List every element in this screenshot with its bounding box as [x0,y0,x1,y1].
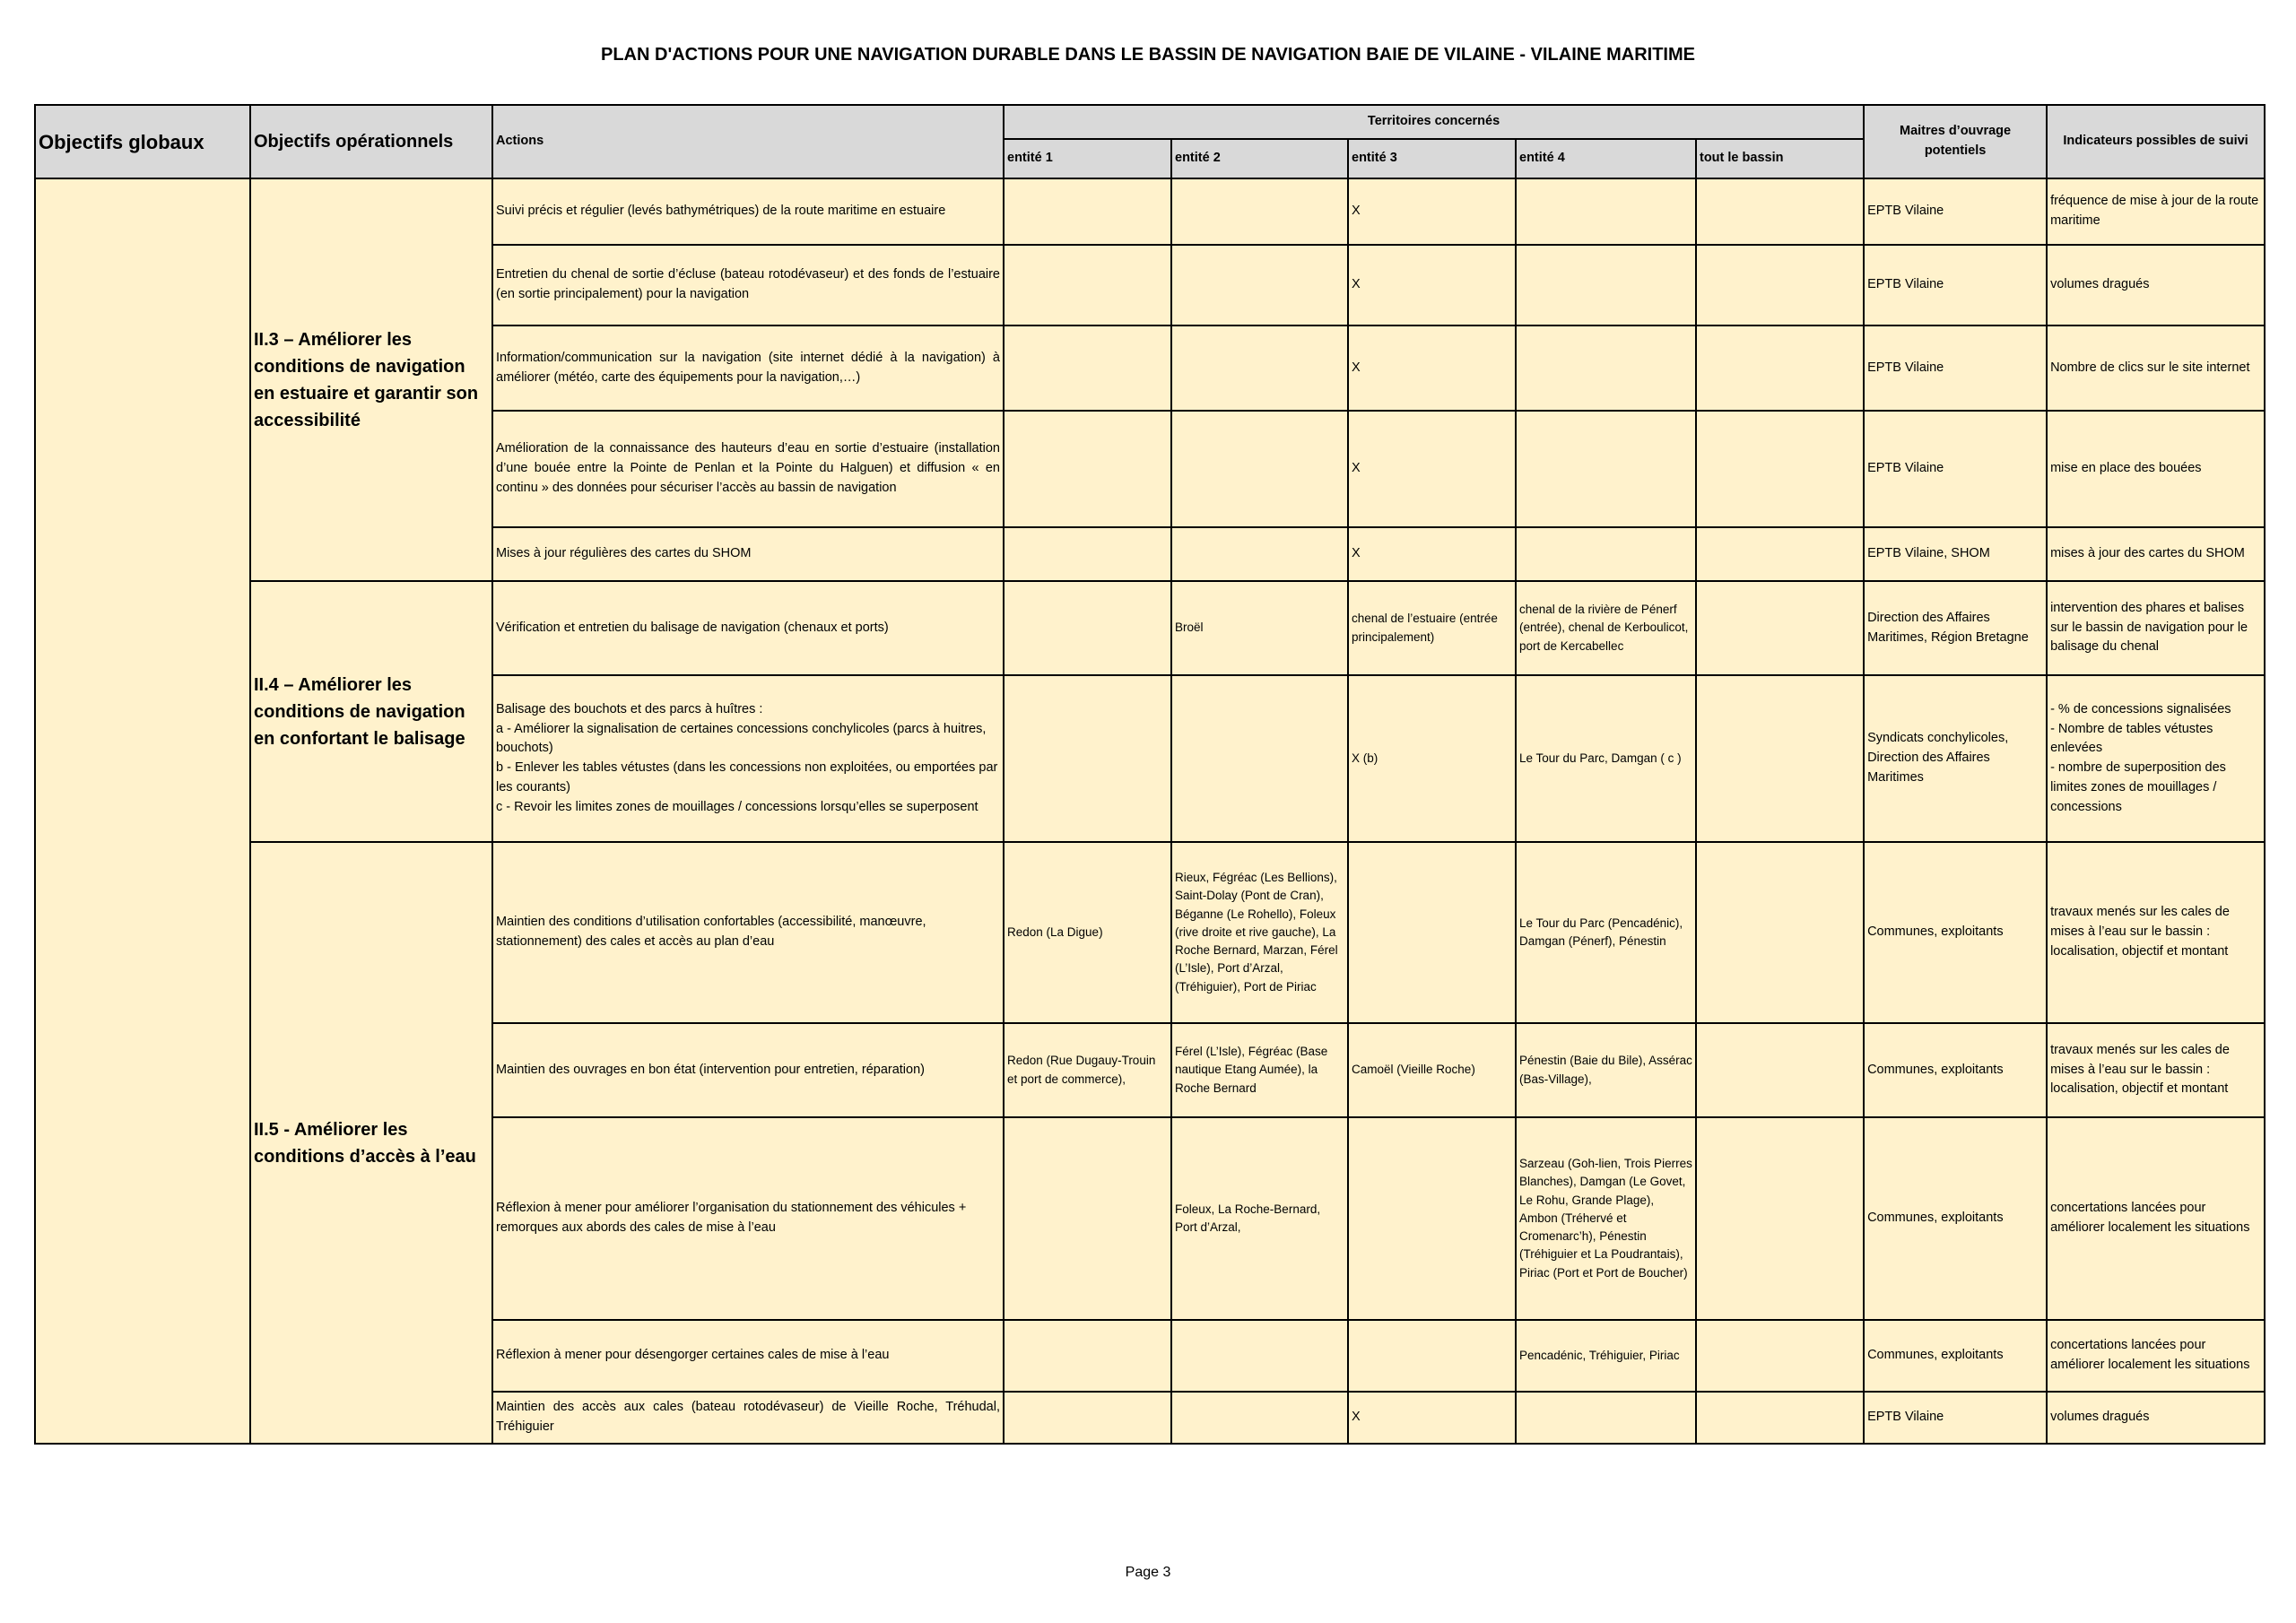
header-territoires: Territoires concernés [1004,105,1864,139]
entite4-cell: Sarzeau (Goh-lien, Trois Pierres Blanches), Damgan (Le Govet, Le Rohu, Grande Plage), Ambon (Tréhervé et Cromenarc’h), Pénestin (Tréhiguier et La Poudrantais), Piriac (Port et Port de Boucher) [1516,1117,1696,1320]
entite4-cell: Le Tour du Parc (Pencadénic), Damgan (Pénerf), Pénestin [1516,842,1696,1023]
maitre-cell: EPTB Vilaine [1864,325,2047,411]
entite4-cell [1516,411,1696,527]
entite3-cell: X [1348,178,1516,245]
document-title: PLAN D'ACTIONS POUR UNE NAVIGATION DURABLE DANS LE BASSIN DE NAVIGATION BAIE DE VILAINE - VILAINE MARITIME [601,45,1695,65]
tout-bassin-cell [1696,1117,1864,1320]
indicateur-cell: concertations lancées pour améliorer localement les situations [2047,1320,2265,1392]
action-cell: Vérification et entretien du balisage de navigation (chenaux et ports) [492,581,1004,675]
tout-bassin-cell [1696,1023,1864,1117]
maitre-cell: Direction des Affaires Maritimes, Région Bretagne [1864,581,2047,675]
action-cell: Information/communication sur la navigation (site internet dédié à la navigation) à améliorer (météo, carte des équipements pour la navigation,…) [492,325,1004,411]
header-objectifs-globaux: Objectifs globaux [35,105,250,178]
maitre-cell: Communes, exploitants [1864,1023,2047,1117]
tout-bassin-cell [1696,245,1864,325]
entite2-cell: Férel (L’Isle), Fégréac (Base nautique Etang Aumée), la Roche Bernard [1171,1023,1348,1117]
action-line: a - Améliorer la signalisation de certaines concessions conchylicoles (parcs à huitres, bouchots) [496,721,987,756]
entite2-cell: Foleux, La Roche-Bernard, Port d’Arzal, [1171,1117,1348,1320]
header-entite-3: entité 3 [1348,139,1516,178]
indicateur-cell: travaux menés sur les cales de mises à l’eau sur le bassin : localisation, objectif et montant [2047,1023,2265,1117]
action-cell: Mises à jour régulières des cartes du SHOM [492,527,1004,581]
action-cell: Maintien des accès aux cales (bateau rotodévaseur) de Vieille Roche, Tréhudal, Tréhiguier [492,1392,1004,1444]
entite3-cell [1348,1117,1516,1320]
entite4-cell [1516,527,1696,581]
entite1-cell: Redon (La Digue) [1004,842,1171,1023]
entite2-cell [1171,178,1348,245]
entite1-cell [1004,527,1171,581]
header-actions: Actions [492,105,1004,178]
entite2-cell [1171,1392,1348,1444]
indicateur-cell: travaux menés sur les cales de mises à l’eau sur le bassin : localisation, objectif et montant [2047,842,2265,1023]
maitre-cell: EPTB Vilaine [1864,411,2047,527]
tout-bassin-cell [1696,325,1864,411]
entite4-cell: chenal de la rivière de Pénerf (entrée), chenal de Kerboulicot, port de Kercabellec [1516,581,1696,675]
action-line: b - Enlever les tables vétustes (dans les concessions non exploitées, ou emportées par les courants) [496,760,998,794]
maitre-cell: Communes, exploitants [1864,1320,2047,1392]
header-entite-1: entité 1 [1004,139,1171,178]
tout-bassin-cell [1696,675,1864,842]
action-line: Balisage des bouchots et des parcs à huîtres : [496,701,763,716]
entite1-cell [1004,675,1171,842]
maitre-cell: EPTB Vilaine [1864,245,2047,325]
indicateur-cell [2047,675,2265,842]
maitre-cell: Syndicats conchylicoles, Direction des Affaires Maritimes [1864,675,2047,842]
entite2-cell [1171,1320,1348,1392]
action-cell: Amélioration de la connaissance des hauteurs d’eau en sortie d’estuaire (installation d’une bouée entre la Pointe de Penlan et la Pointe du Halguen) et diffusion « en continu » des données pour sécuriser l’accès au bassin de navigation [492,411,1004,527]
entite1-cell [1004,411,1171,527]
entite4-cell: Pencadénic, Tréhiguier, Piriac [1516,1320,1696,1392]
indicateur-cell: mises à jour des cartes du SHOM [2047,527,2265,581]
entite1-cell [1004,1117,1171,1320]
entite3-cell [1348,842,1516,1023]
entite3-cell: X [1348,325,1516,411]
entite3-cell: X [1348,1392,1516,1444]
header-objectifs-operationnels: Objectifs opérationnels [250,105,492,178]
entite3-cell: chenal de l’estuaire (entrée principalement) [1348,581,1516,675]
action-cell: Maintien des conditions d’utilisation confortables (accessibilité, manœuvre, stationnement) des cales et accès au plan d’eau [492,842,1004,1023]
entite2-cell [1171,245,1348,325]
maitre-cell: EPTB Vilaine [1864,1392,2047,1444]
maitre-cell: Communes, exploitants [1864,842,2047,1023]
header-maitres: Maitres d’ouvrage potentiels [1864,105,2047,178]
entite4-cell [1516,325,1696,411]
header-tout-le-bassin: tout le bassin [1696,139,1864,178]
entite1-cell: Redon (Rue Dugauy-Trouin et port de commerce), [1004,1023,1171,1117]
entite1-cell [1004,1320,1171,1392]
entite1-cell [1004,325,1171,411]
action-line: c - Revoir les limites zones de mouillages / concessions lorsqu’elles se superposent [496,799,978,814]
indicator-line: - % de concessions signalisées [2050,701,2231,716]
action-plan-table [34,104,2266,1445]
entite4-cell [1516,245,1696,325]
tout-bassin-cell [1696,581,1864,675]
tout-bassin-cell [1696,527,1864,581]
entite1-cell [1004,178,1171,245]
entite1-cell [1004,245,1171,325]
tout-bassin-cell [1696,178,1864,245]
action-cell: Maintien des ouvrages en bon état (intervention pour entretien, réparation) [492,1023,1004,1117]
indicator-line: - nombre de superposition des limites zones de mouillages / concessions [2050,760,2226,814]
action-cell [492,675,1004,842]
objectif-global-cell [35,178,250,1444]
entite2-cell: Broël [1171,581,1348,675]
indicateur-cell: concertations lancées pour améliorer localement les situations [2047,1117,2265,1320]
tout-bassin-cell [1696,842,1864,1023]
entite4-cell [1516,1392,1696,1444]
entite3-cell: X [1348,527,1516,581]
entite1-cell [1004,581,1171,675]
indicator-line: - Nombre de tables vétustes enlevées [2050,721,2213,756]
entite3-cell: X (b) [1348,675,1516,842]
entite2-cell [1171,675,1348,842]
table-row [35,842,2265,1023]
entite2-cell [1171,527,1348,581]
page-number: Page 3 [1125,1565,1171,1580]
indicateur-cell: fréquence de mise à jour de la route maritime [2047,178,2265,245]
objective-ii-4: II.4 – Améliorer les conditions de navigation en confortant le balisage [250,581,492,842]
table-row [35,178,2265,245]
entite4-cell: Le Tour du Parc, Damgan ( c ) [1516,675,1696,842]
indicateur-cell: intervention des phares et balises sur le bassin de navigation pour le balisage du chenal [2047,581,2265,675]
tout-bassin-cell [1696,1392,1864,1444]
objective-ii-5: II.5 - Améliorer les conditions d’accès à l’eau [250,842,492,1444]
header-entite-2: entité 2 [1171,139,1348,178]
entite3-cell: Camoël (Vieille Roche) [1348,1023,1516,1117]
indicateur-cell: mise en place des bouées [2047,411,2265,527]
action-cell: Réflexion à mener pour améliorer l’organisation du stationnement des véhicules + remorques aux abords des cales de mise à l’eau [492,1117,1004,1320]
entite4-cell: Pénestin (Baie du Bile), Assérac (Bas-Village), [1516,1023,1696,1117]
entite3-cell: X [1348,411,1516,527]
objective-ii-3: II.3 – Améliorer les conditions de navigation en estuaire et garantir son accessibilité [250,178,492,581]
header-indicateurs: Indicateurs possibles de suivi [2047,105,2265,178]
entite2-cell [1171,411,1348,527]
indicateur-cell: Nombre de clics sur le site internet [2047,325,2265,411]
indicateur-cell: volumes dragués [2047,245,2265,325]
entite2-cell [1171,325,1348,411]
tout-bassin-cell [1696,1320,1864,1392]
entite1-cell [1004,1392,1171,1444]
header-entite-4: entité 4 [1516,139,1696,178]
maitre-cell: EPTB Vilaine [1864,178,2047,245]
maitre-cell: EPTB Vilaine, SHOM [1864,527,2047,581]
entite4-cell [1516,178,1696,245]
action-cell: Réflexion à mener pour désengorger certaines cales de mise à l’eau [492,1320,1004,1392]
table-row [35,581,2265,675]
entite3-cell [1348,1320,1516,1392]
entite2-cell: Rieux, Fégréac (Les Bellions), Saint-Dolay (Pont de Cran), Béganne (Le Rohello), Foleux (rive droite et rive gauche), La Roche Bernard, Marzan, Férel (L’Isle), Port d’Arzal, (Tréhiguier), Port de Piriac [1171,842,1348,1023]
entite3-cell: X [1348,245,1516,325]
action-cell: Suivi précis et régulier (levés bathymétriques) de la route maritime en estuaire [492,178,1004,245]
action-cell: Entretien du chenal de sortie d’écluse (bateau rotodévaseur) et des fonds de l’estuaire (en sortie principalement) pour la navigation [492,245,1004,325]
maitre-cell: Communes, exploitants [1864,1117,2047,1320]
tout-bassin-cell [1696,411,1864,527]
indicateur-cell: volumes dragués [2047,1392,2265,1444]
